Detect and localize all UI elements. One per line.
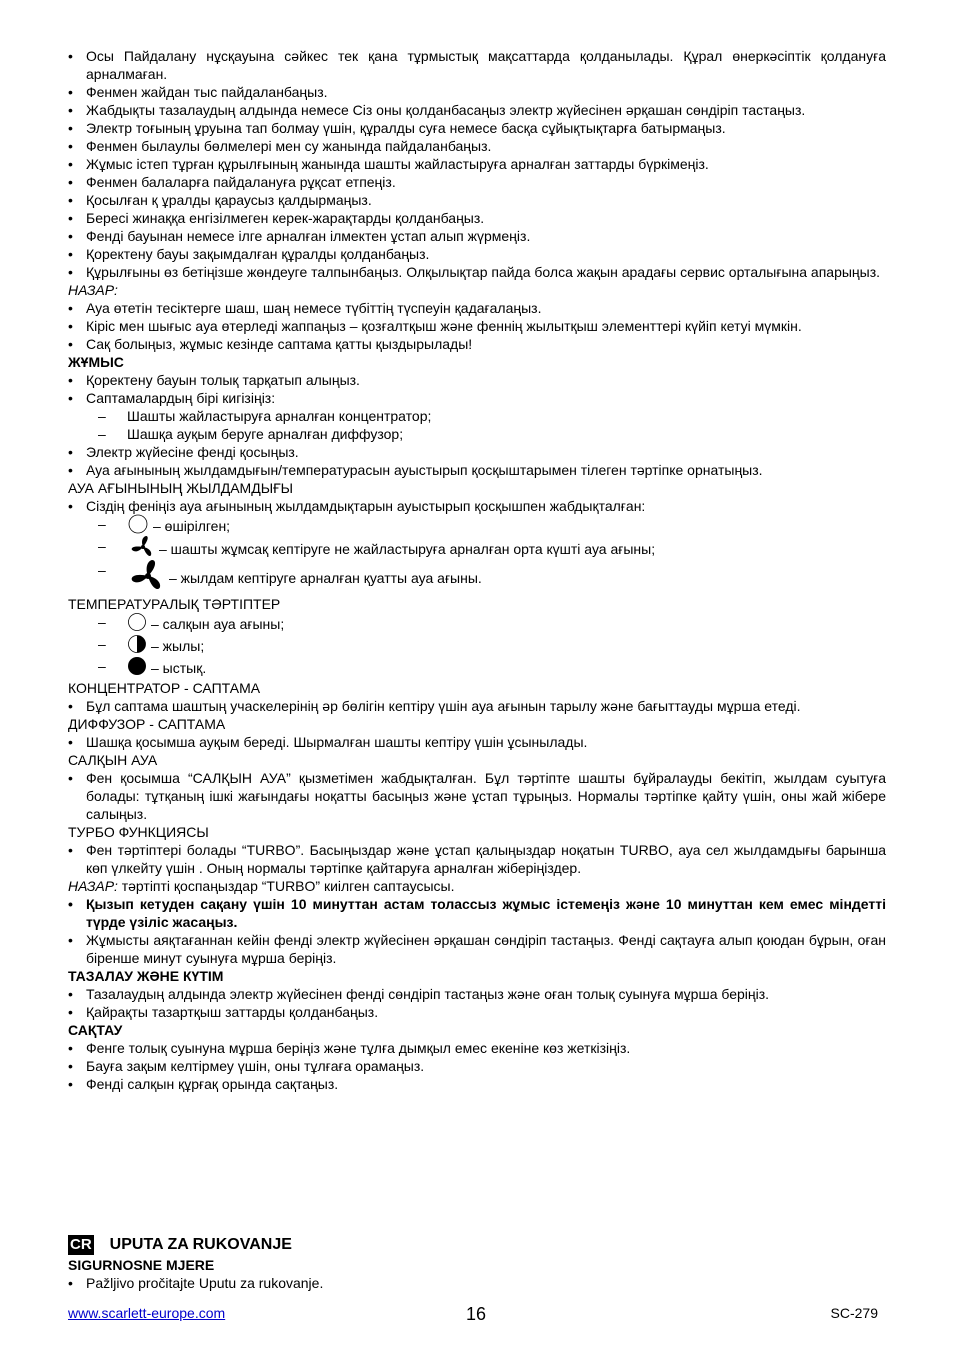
list-item: • Қосылған қ ұралды қараусыз қалдырмаңыз. (68, 191, 886, 209)
list-item: • Электр жүйесіне фенді қосыңыз. (68, 443, 886, 461)
fan-large-icon (131, 559, 165, 597)
model-number: SC-279 (830, 1305, 878, 1321)
icon-description: – – жылы; (151, 638, 205, 654)
warning-list-item: • Қызып кетуден сақану үшін 10 минуттан астам толассыз жұмыс істемеңіз және 10 минуттан кем емес міндетті түрде үзіліс жасаңыз. (68, 895, 886, 931)
circle-empty-icon (127, 612, 147, 636)
icon-list-item (68, 635, 886, 657)
note-label: НАЗАР: (68, 878, 118, 894)
icon-description: – – шашты жұмсақ кептіруге не жайластыруға арналған орта күшті ауа ағыны; (159, 541, 656, 557)
list-item: • Ауа ағынының жылдамдығын/температурасын ауыстырып қосқыштарымен тілеген тәртіпке орнатыңыз. (68, 461, 886, 479)
list-item: • Құрылғыны өз бетіңізше жөндеуге талпынбаңыз. Олқылықтар пайда болса жақын арадағы сервис орталығына апарыңыз. (68, 263, 886, 281)
icon-list-item (68, 657, 886, 679)
subsection-title: ТУРБО ФУНКЦИЯСЫ (68, 824, 209, 840)
section-subtitle: SIGURNOSNE MJERE (68, 1257, 215, 1273)
list-item: • Pažljivo pročitajte Uputu za rukovanje. (68, 1274, 886, 1292)
list-item: • Ауа өтетін тесіктерге шаш, шаң немесе түбіттің түспеуін қадағалаңыз. (68, 299, 886, 317)
icon-list-item (68, 613, 886, 635)
list-item: • Сіздің феніңіз ауа ағынының жылдамдықтарын ауыстырып қосқышпен жабдықталған: (68, 497, 886, 515)
list-item: • Тазалаудың алдында электр жүйесінен фенді сөндіріп тастаңыз және оған толық суынуға мұрша беріңіз. (68, 985, 886, 1003)
list-item: • Осы Пайдалану нұсқауына сәйкес тек қана тұрмыстық мақсаттарда қолданылады. Құрал өнеркәсіптік қолдануға арналмаған. (68, 47, 886, 83)
page-footer (68, 1304, 886, 1324)
note-label: НАЗАР: (68, 282, 118, 298)
language-badge: CR (70, 1236, 92, 1253)
icon-description: – – өшірілген; (153, 518, 231, 534)
croatian-section (68, 1234, 886, 1292)
list-item: • Фен тәртіптері болады “TURBO”. Басыңыздар және ұстап қалыңыздар ноқатын TURBO, ауа сел жылдамдығы барынша көп үлкейту үшін . Оның нормалы тәртіпке қайтаруға арналған жіберіңіздер. (68, 841, 886, 877)
list-item: • Сақ болыңыз, жұмыс кезінде саптама қатты қыздырылады! (68, 335, 886, 353)
list-item: • Кіріс мен шығыс ауа өтерледі жаппаңыз – қозғалтқыш және феннің жылытқыш элементтері күйіп кетуі мүмкін. (68, 317, 886, 335)
subsection-title: АУА АҒЫНЫНЫҢ ЖЫЛДАМДЫҒЫ (68, 480, 294, 496)
icon-description: – – жылдам кептіруге арналған қуатты ауа ағыны. (169, 570, 482, 586)
list-item: • Фен қосымша “САЛҚЫН АУА” қызметімен жабдықталған. Бұл тәртіпте шашты бұйралауды бекітіп, жылдам суытуға болады: тұтқаның ішкі жағындағы ноқатты басыңыз және ұстап тұрыңыз. Нормалы тәртіпке қайту үшін, оны жай жібере салыңыз. (68, 769, 886, 823)
list-item: • Саптамалардың бірі кигізіңіз: (68, 389, 886, 407)
page-number: 16 (466, 1304, 487, 1324)
list-item: • Жабдықты тазалаудың алдында немесе Сіз оны қолданбасаңыз электр жүйесінен әрқашан сөндіріп тастаңыз. (68, 101, 886, 119)
circle-full-icon (127, 656, 147, 680)
note-text: тәртіпті қоспаңыздар “TURBO” киілген саптаусысы. (117, 878, 455, 894)
website-link[interactable]: www.scarlett-europe.com (68, 1305, 226, 1321)
list-item: • Фенмен жайдан тыс пайдаланбаңыз. (68, 83, 886, 101)
subsection-title: ТЕМПЕРАТУРАЛЫҚ ТӘРТІПТЕР (68, 596, 281, 612)
list-item: • Жұмысты аяқтағаннан кейін фенді электр жүйесінен әрқашан сөндіріп тастаңыз. Фенді сақтауға алып қоюдан бұрын, оған біренше минут суынуға мұрша беріңіз. (68, 931, 886, 967)
icon-list-item (68, 537, 886, 561)
list-item: • Қоректену бауы зақымдалған құралды қолданбаңыз. (68, 245, 886, 263)
icon-description: – – салқын ауа ағыны; (151, 616, 285, 632)
sub-list-item: – Шашты жайластыруға арналған концентратор; (68, 407, 886, 425)
list-item: • Фенді салқын құрғақ орында сақтаңыз. (68, 1075, 886, 1093)
section-heading: САҚТАУ (68, 1022, 123, 1038)
icon-list-item (68, 515, 886, 537)
circle-half-icon (127, 634, 147, 658)
kazakh-instructions (68, 47, 886, 1093)
icon-description: – – ыстық. (151, 660, 207, 676)
list-item: • Бересі жинаққа енгізілмеген керек-жарақтарды қолданбаңыз. (68, 209, 886, 227)
list-item: • Жұмыс істеп тұрған құрылғының жанында шашты жайластыруға арналған заттарды бүркімеңіз. (68, 155, 886, 173)
list-item: • Электр тоғының ұруына тап болмау үшін, құралды суға немесе басқа сұйықтықтарға батырмаңыз. (68, 119, 886, 137)
subsection-title: САЛҚЫН АУА (68, 752, 158, 768)
sub-list-item: – Шашқа ауқым беруге арналған диффузор; (68, 425, 886, 443)
subsection-title: КОНЦЕНТРАТОР - САПТАМА (68, 680, 261, 696)
section-heading: ТАЗАЛАУ ЖӘНЕ КҮТІМ (68, 968, 224, 984)
croatian-section-header (68, 1234, 886, 1256)
list-item: • Қоректену бауын толық тарқатып алыңыз. (68, 371, 886, 389)
list-item: • Бұл саптама шаштың учаскелерінің әр бөлігін кептіру үшін ауа ағынын тарылу және бағыттауды мұрша етеді. (68, 697, 886, 715)
list-item: • Бауға зақым келтірмеу үшін, оны тұлғаға орамаңыз. (68, 1057, 886, 1075)
list-item: • Қайрақты тазартқыш заттарды қолданбаңыз. (68, 1003, 886, 1021)
section-title: UPUTA ZA RUKOVANJE (109, 1236, 292, 1253)
list-item: • Фенге толық суынуна мұрша беріңіз және тұлға дымқыл емес екеніне көз жеткізіңіз. (68, 1039, 886, 1057)
list-item: • Шашқа қосымша ауқым береді. Шырмалған шашты кептіру үшін ұсынылады. (68, 733, 886, 751)
section-heading: ЖҰМЫС (68, 354, 124, 370)
icon-list-item (68, 561, 886, 595)
list-item: • Фенді бауынан немесе ілге арналған ілмектен ұстап алып жүрмеңіз. (68, 227, 886, 245)
subsection-title: ДИФФУЗОР - САПТАМА (68, 716, 226, 732)
note-line (68, 877, 886, 895)
list-item: • Фенмен балаларға пайдалануға рұқсат етпеңіз. (68, 173, 886, 191)
list-item: • Фенмен былаулы бөлмелері мен су жанында пайдаланбаңыз. (68, 137, 886, 155)
